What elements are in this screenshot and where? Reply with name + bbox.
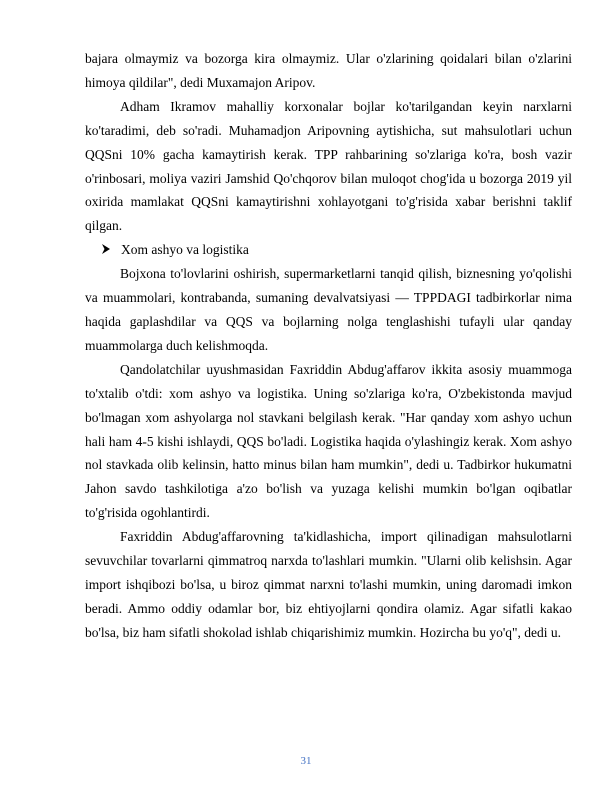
document-body (85, 47, 572, 645)
paragraph-2: Adham Ikramov mahalliy korxonalar bojlar ko'tarilgandan keyin narxlarni ko'taradimi, deb so'radi. Muhamadjon Aripovning aytishicha, sut mahsulotlari uchun QQSni 10% gacha kamaytirish kerak. TPP rahbarining so'zlariga ko'ra, bosh vazir o'rinbosari, moliya vaziri Jamshid Qo'chqorov bilan muloqot chog'ida u bozorga 2019 yil oxirida mamlakat QQSni kamaytirishni xohlayotgani to'g'risida xabar berishni taklif qilgan. (85, 98, 572, 234)
paragraph-1: bajara olmaymiz va bozorga kira olmaymiz. Ular o'zlarining qoidalari bilan o'zlarini himoya qildilar", dedi Muxamajon Aripov. (85, 51, 572, 90)
page-number: 31 (300, 755, 312, 767)
bullet-item (85, 238, 572, 262)
paragraph-4: Qandolatchilar uyushmasidan Faxriddin Abdug'affarov ikkita asosiy muammoga to'xtalib o'tdi: xom ashyo va logistika. Uning so'zlariga ko'ra, O'zbekistonda mavjud bo'lmagan xom ashyolarga nol stavkani belgilash kerak. "Har qanday xom ashyo uchun hali ham 4-5 kishi ishlaydi, QQS bo'ladi. Logistika haqida o'ylashingiz kerak. Xom ashyo nol stavkada olib kelinsin, hatto minus bilan ham mumkin", dedi u. Tadbirkor hukumatni Jahon savdo tashkilotiga a'zo bo'lish va yuzaga kelishi mumkin bo'lgan oqibatlar to'g'risida ogohlantirdi. (85, 361, 572, 521)
bullet-label: Xom ashyo va logistika (121, 242, 249, 258)
paragraph-5: Faxriddin Abdug'affarovning ta'kidlashicha, import qilinadigan mahsulotlarni sevuvchilar tovarlarni qimmatroq narxda to'lashlari mumkin. "Ularni olib kelishsin. Agar import ishqibozi bo'lsa, u biroz qimmat narxni to'lashi mumkin, uning daromadi imkon beradi. Ammo oddiy odamlar bor, biz ehtiyojlarni qondira olamiz. Agar sifatli kakao bo'lsa, biz ham sifatli shokolad ishlab chiqarishimiz mumkin. Hozircha bu yo'q", dedi u. (85, 529, 572, 640)
paragraph-3: Bojxona to'lovlarini oshirish, supermarketlarni tanqid qilish, biznesning yo'qolishi va muammolari, kontrabanda, sumaning devalvatsiyasi — TPPDAGI tadbirkorlar nima haqida gaplashdilar va QQS va bojlarning nolga tenglashishi tufayli ular qanday muammolarga duch kelishmoqda. (85, 266, 572, 353)
arrowhead-bullet-icon (101, 238, 115, 262)
